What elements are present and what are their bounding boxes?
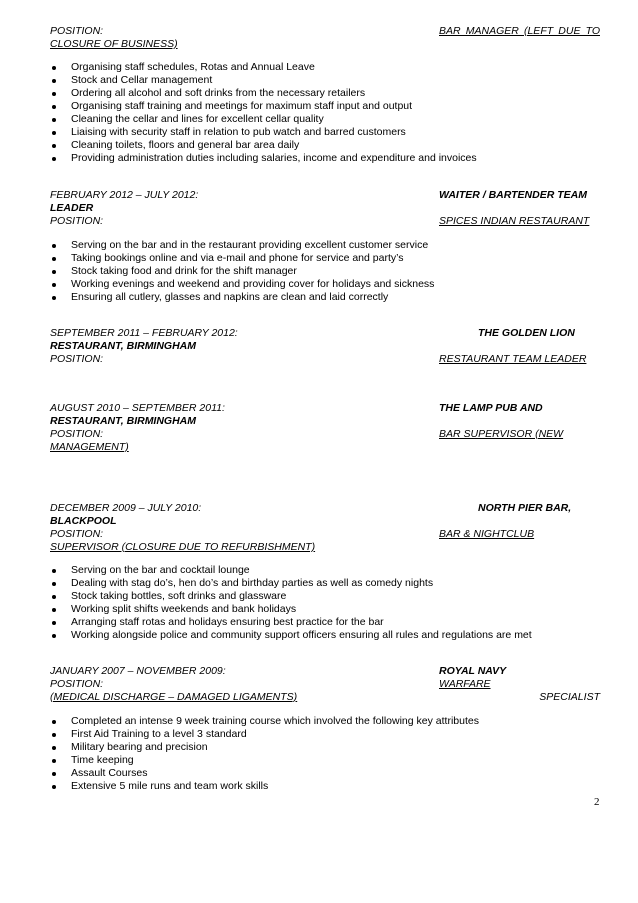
list-item: Working alongside police and community support officers ensuring all rules and regulations are met: [50, 629, 532, 642]
list-item: Time keeping: [50, 754, 479, 767]
role-title: BAR MANAGER (LEFT DUE TO: [439, 25, 600, 37]
page-number: 2: [594, 796, 600, 808]
employer-name: THE LAMP PUB AND: [439, 402, 543, 414]
employer-name-continued: RESTAURANT, BIRMINGHAM: [50, 415, 197, 427]
duties-list: [50, 239, 434, 304]
employer-name: ROYAL NAVY: [439, 665, 507, 677]
list-item: Providing administration duties including salaries, income and expenditure and invoices: [50, 152, 477, 165]
list-item: Organising staff schedules, Rotas and Annual Leave: [50, 61, 477, 74]
role-title: BAR SUPERVISOR (NEW: [439, 428, 564, 440]
list-item: Extensive 5 mile runs and team work skills: [50, 780, 479, 793]
employer-name: NORTH PIER BAR,: [478, 502, 572, 514]
list-item: Assault Courses: [50, 767, 479, 780]
role-title: SPICES INDIAN RESTAURANT: [439, 215, 590, 227]
list-item: Stock taking bottles, soft drinks and glassware: [50, 590, 532, 603]
employer-name-continued: LEADER: [50, 202, 94, 214]
list-item: Dealing with stag do’s, hen do’s and birthday parties as well as comedy nights: [50, 577, 532, 590]
list-item: Serving on the bar and cocktail lounge: [50, 564, 532, 577]
duties-list: [50, 564, 532, 642]
list-item: Stock and Cellar management: [50, 74, 477, 87]
role-title: [439, 678, 600, 704]
list-item: Cleaning toilets, floors and general bar area daily: [50, 139, 477, 152]
role-title-continued: (MEDICAL DISCHARGE – DAMAGED LIGAMENTS): [50, 691, 298, 703]
employment-dates: DECEMBER 2009 – JULY 2010:: [50, 502, 202, 514]
employment-dates: FEBRUARY 2012 – JULY 2012:: [50, 189, 199, 201]
list-item: Working evenings and weekend and providing cover for holidays and sickness: [50, 278, 434, 291]
employment-dates: JANUARY 2007 – NOVEMBER 2009:: [50, 665, 226, 677]
list-item: Organising staff training and meetings for maximum staff input and output: [50, 100, 477, 113]
list-item: Taking bookings online and via e-mail and phone for service and party’s: [50, 252, 434, 265]
employer-name: WAITER / BARTENDER TEAM: [439, 189, 587, 201]
role-title-continued: MANAGEMENT): [50, 441, 129, 453]
list-item: First Aid Training to a level 3 standard: [50, 728, 479, 741]
list-item: Working split shifts weekends and bank holidays: [50, 603, 532, 616]
employer-name-continued: BLACKPOOL: [50, 515, 117, 527]
list-item: Ensuring all cutlery, glasses and napkins are clean and laid correctly: [50, 291, 434, 304]
position-label: POSITION:: [50, 25, 104, 37]
employment-dates: SEPTEMBER 2011 – FEBRUARY 2012:: [50, 327, 238, 339]
role-title: RESTAURANT TEAM LEADER: [439, 353, 587, 365]
duties-list: [50, 715, 479, 793]
role-title-continued: SUPERVISOR (CLOSURE DUE TO REFURBISHMENT): [50, 541, 316, 553]
role-title-part: SPECIALIST: [539, 691, 600, 703]
role-title-continued: CLOSURE OF BUSINESS): [50, 38, 178, 50]
position-label: POSITION:: [50, 678, 104, 690]
position-label: POSITION:: [50, 353, 104, 365]
position-label: POSITION:: [50, 215, 104, 227]
list-item: Completed an intense 9 week training course which involved the following key attributes: [50, 715, 479, 728]
list-item: Stock taking food and drink for the shift manager: [50, 265, 434, 278]
list-item: Cleaning the cellar and lines for excellent cellar quality: [50, 113, 477, 126]
list-item: Ordering all alcohol and soft drinks from the necessary retailers: [50, 87, 477, 100]
list-item: Liaising with security staff in relation to pub watch and barred customers: [50, 126, 477, 139]
list-item: Serving on the bar and in the restaurant providing excellent customer service: [50, 239, 434, 252]
position-label: POSITION:: [50, 528, 104, 540]
role-title: BAR & NIGHTCLUB: [439, 528, 535, 540]
duties-list: [50, 61, 477, 165]
list-item: Arranging staff rotas and holidays ensuring best practice for the bar: [50, 616, 532, 629]
employer-name-continued: RESTAURANT, BIRMINGHAM: [50, 340, 197, 352]
role-title-part: WARFARE: [439, 678, 491, 690]
employment-dates: AUGUST 2010 – SEPTEMBER 2011:: [50, 402, 225, 414]
employer-name: THE GOLDEN LION: [478, 327, 575, 339]
list-item: Military bearing and precision: [50, 741, 479, 754]
position-label: POSITION:: [50, 428, 104, 440]
